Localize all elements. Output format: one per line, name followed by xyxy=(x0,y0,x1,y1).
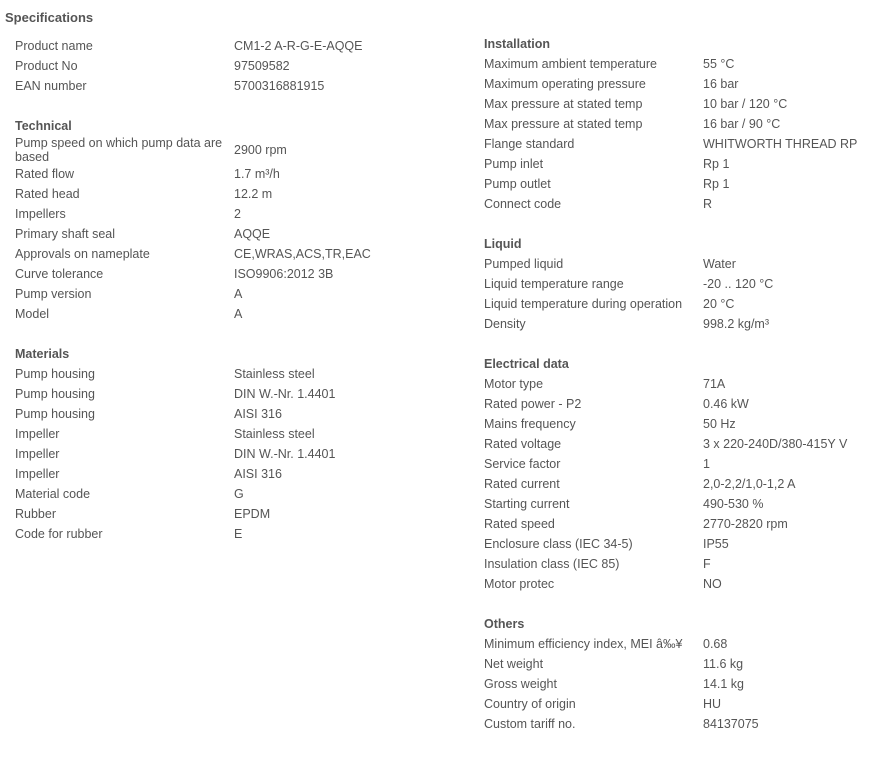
spec-row xyxy=(15,224,475,244)
spec-label: Model xyxy=(15,307,50,321)
spec-value: A xyxy=(234,287,243,301)
spec-label: Minimum efficiency index, MEI â‰¥ xyxy=(484,637,683,651)
spec-row xyxy=(484,94,880,114)
spec-label: Rated flow xyxy=(15,167,75,181)
spec-value: 20 °C xyxy=(703,297,735,311)
spec-label: Curve tolerance xyxy=(15,267,104,281)
spec-label: Rated voltage xyxy=(484,437,562,451)
section-title-electrical: Electrical data xyxy=(484,357,569,371)
spec-row xyxy=(484,54,880,74)
spec-label: Primary shaft seal xyxy=(15,227,116,241)
spec-row xyxy=(484,434,880,454)
spec-value: WHITWORTH THREAD RP xyxy=(703,137,858,151)
spec-label: Enclosure class (IEC 34-5) xyxy=(484,537,633,551)
spec-value: 16 bar / 90 °C xyxy=(703,117,781,131)
electrical-section xyxy=(484,354,880,594)
spec-row xyxy=(484,714,880,734)
spec-value: 490-530 % xyxy=(703,497,764,511)
spec-label: Material code xyxy=(15,487,91,501)
spec-value: Rp 1 xyxy=(703,157,730,171)
spec-label: Rated power - P2 xyxy=(484,397,582,411)
spec-label: Pump speed on which pump data are based xyxy=(15,136,223,164)
spec-row xyxy=(15,136,475,164)
spec-value: CE,WRAS,ACS,TR,EAC xyxy=(234,247,371,261)
spec-row xyxy=(484,254,880,274)
spec-value: CM1-2 A-R-G-E-AQQE xyxy=(234,39,363,53)
section-title-liquid: Liquid xyxy=(484,237,522,251)
spec-label: Starting current xyxy=(484,497,570,511)
spec-value: AISI 316 xyxy=(234,407,282,421)
spec-value: 16 bar xyxy=(703,77,739,91)
spec-value: 97509582 xyxy=(234,59,290,73)
spec-label: Code for rubber xyxy=(15,527,103,541)
spec-label: Maximum ambient temperature xyxy=(484,57,657,71)
spec-row xyxy=(15,464,475,484)
spec-label: Flange standard xyxy=(484,137,575,151)
spec-label: Impeller xyxy=(15,447,60,461)
spec-label: Pump inlet xyxy=(484,157,544,171)
spec-value: Stainless steel xyxy=(234,427,315,441)
spec-value: 14.1 kg xyxy=(703,677,745,691)
spec-row xyxy=(15,284,475,304)
spec-row xyxy=(484,394,880,414)
spec-label: Motor protec xyxy=(484,577,555,591)
spec-row xyxy=(484,314,880,334)
spec-value: HU xyxy=(703,697,722,711)
spec-value: Water xyxy=(703,257,736,271)
spec-row xyxy=(484,514,880,534)
spec-row xyxy=(15,164,475,184)
spec-row xyxy=(15,424,475,444)
spec-label: Impellers xyxy=(15,207,66,221)
spec-row xyxy=(484,454,880,474)
spec-label: Density xyxy=(484,317,526,331)
spec-label: Mains frequency xyxy=(484,417,576,431)
spec-row xyxy=(15,204,475,224)
spec-value: NO xyxy=(703,577,722,591)
spec-value: 2,0-2,2/1,0-1,2 A xyxy=(703,477,796,491)
spec-row xyxy=(484,654,880,674)
section-title-materials: Materials xyxy=(15,347,70,361)
spec-row xyxy=(484,694,880,714)
spec-label: Approvals on nameplate xyxy=(15,247,150,261)
spec-label: Pump outlet xyxy=(484,177,551,191)
spec-value: 11.6 kg xyxy=(703,657,744,671)
others-section xyxy=(484,614,880,734)
right-column xyxy=(484,34,880,734)
spec-value: 0.68 xyxy=(703,637,728,651)
materials-section xyxy=(15,344,475,544)
spec-row-ean-number xyxy=(15,76,475,96)
spec-row-product-name xyxy=(15,36,475,56)
spec-value: IP55 xyxy=(703,537,729,551)
spec-value: Rp 1 xyxy=(703,177,730,191)
spec-row xyxy=(15,364,475,384)
spec-value: R xyxy=(703,197,713,211)
spec-label: Liquid temperature range xyxy=(484,277,624,291)
spec-label: Pump housing xyxy=(15,387,95,401)
spec-label: Liquid temperature during operation xyxy=(484,297,683,311)
spec-label: Product No xyxy=(15,59,78,73)
spec-value: 998.2 kg/m³ xyxy=(703,317,770,331)
spec-label: Gross weight xyxy=(484,677,557,691)
spec-label: Impeller xyxy=(15,427,60,441)
spec-value: 71A xyxy=(703,377,726,391)
spec-value: 2 xyxy=(234,207,241,221)
spec-row xyxy=(484,294,880,314)
spec-row xyxy=(484,134,880,154)
spec-row-product-no xyxy=(15,56,475,76)
spec-value: DIN W.-Nr. 1.4401 xyxy=(234,447,336,461)
spec-value: ISO9906:2012 3B xyxy=(234,267,334,281)
spec-row xyxy=(15,484,475,504)
spec-value: 2900 rpm xyxy=(234,143,287,157)
spec-label: Rated speed xyxy=(484,517,555,531)
spec-row xyxy=(15,524,475,544)
spec-row xyxy=(484,634,880,654)
spec-row xyxy=(484,494,880,514)
spec-row xyxy=(484,474,880,494)
section-title-others: Others xyxy=(484,617,525,631)
spec-row xyxy=(15,264,475,284)
spec-value: A xyxy=(234,307,243,321)
spec-label: Maximum operating pressure xyxy=(484,77,646,91)
spec-row xyxy=(484,194,880,214)
spec-value: DIN W.-Nr. 1.4401 xyxy=(234,387,336,401)
spec-row xyxy=(15,244,475,264)
spec-label: Pump version xyxy=(15,287,92,301)
spec-value: AQQE xyxy=(234,227,271,241)
spec-value: 0.46 kW xyxy=(703,397,749,411)
spec-value: F xyxy=(703,557,711,571)
spec-row xyxy=(484,154,880,174)
spec-row xyxy=(484,554,880,574)
spec-value: 84137075 xyxy=(703,717,759,731)
spec-row xyxy=(15,404,475,424)
spec-row xyxy=(15,304,475,324)
page-title: Specifications xyxy=(5,10,94,25)
spec-row xyxy=(484,114,880,134)
spec-label: Connect code xyxy=(484,197,562,211)
spec-row xyxy=(15,504,475,524)
spec-label: Country of origin xyxy=(484,697,576,711)
spec-row xyxy=(484,534,880,554)
spec-row xyxy=(15,384,475,404)
spec-value: 5700316881915 xyxy=(234,79,325,93)
spec-label: Max pressure at stated temp xyxy=(484,117,643,131)
spec-row xyxy=(484,274,880,294)
spec-value: 50 Hz xyxy=(703,417,736,431)
spec-value: AISI 316 xyxy=(234,467,282,481)
spec-label: Service factor xyxy=(484,457,561,471)
spec-row xyxy=(484,574,880,594)
spec-label: Product name xyxy=(15,39,93,53)
spec-label: Pump housing xyxy=(15,407,95,421)
spec-value: 12.2 m xyxy=(234,187,273,201)
spec-value: G xyxy=(234,487,244,501)
spec-row xyxy=(484,374,880,394)
spec-label: Rated current xyxy=(484,477,560,491)
spec-value: Stainless steel xyxy=(234,367,315,381)
spec-value: 2770-2820 rpm xyxy=(703,517,788,531)
spec-label: EAN number xyxy=(15,79,87,93)
spec-label: Pumped liquid xyxy=(484,257,564,271)
spec-label: Insulation class (IEC 85) xyxy=(484,557,620,571)
spec-label: Net weight xyxy=(484,657,544,671)
spec-row xyxy=(484,174,880,194)
spec-row xyxy=(484,674,880,694)
spec-value: EPDM xyxy=(234,507,271,521)
spec-label: Custom tariff no. xyxy=(484,717,576,731)
liquid-section xyxy=(484,234,880,334)
spec-label: Rated head xyxy=(15,187,80,201)
section-title-technical: Technical xyxy=(15,119,72,133)
spec-value: E xyxy=(234,527,243,541)
spec-row xyxy=(484,414,880,434)
spec-row xyxy=(15,184,475,204)
section-title-installation: Installation xyxy=(484,37,550,51)
spec-label: Max pressure at stated temp xyxy=(484,97,643,111)
general-section xyxy=(15,36,475,96)
installation-section xyxy=(484,34,880,214)
spec-value: 1.7 m³/h xyxy=(234,167,280,181)
spec-value: 3 x 220-240D/380-415Y V xyxy=(703,437,848,451)
spec-label: Motor type xyxy=(484,377,544,391)
spec-value: -20 .. 120 °C xyxy=(703,277,774,291)
spec-value: 10 bar / 120 °C xyxy=(703,97,788,111)
spec-row xyxy=(15,444,475,464)
spec-label: Pump housing xyxy=(15,367,95,381)
spec-label: Rubber xyxy=(15,507,56,521)
left-column xyxy=(15,36,475,544)
technical-section xyxy=(15,116,475,324)
spec-row xyxy=(484,74,880,94)
spec-value: 55 °C xyxy=(703,57,735,71)
spec-label: Impeller xyxy=(15,467,60,481)
spec-value: 1 xyxy=(703,457,710,471)
